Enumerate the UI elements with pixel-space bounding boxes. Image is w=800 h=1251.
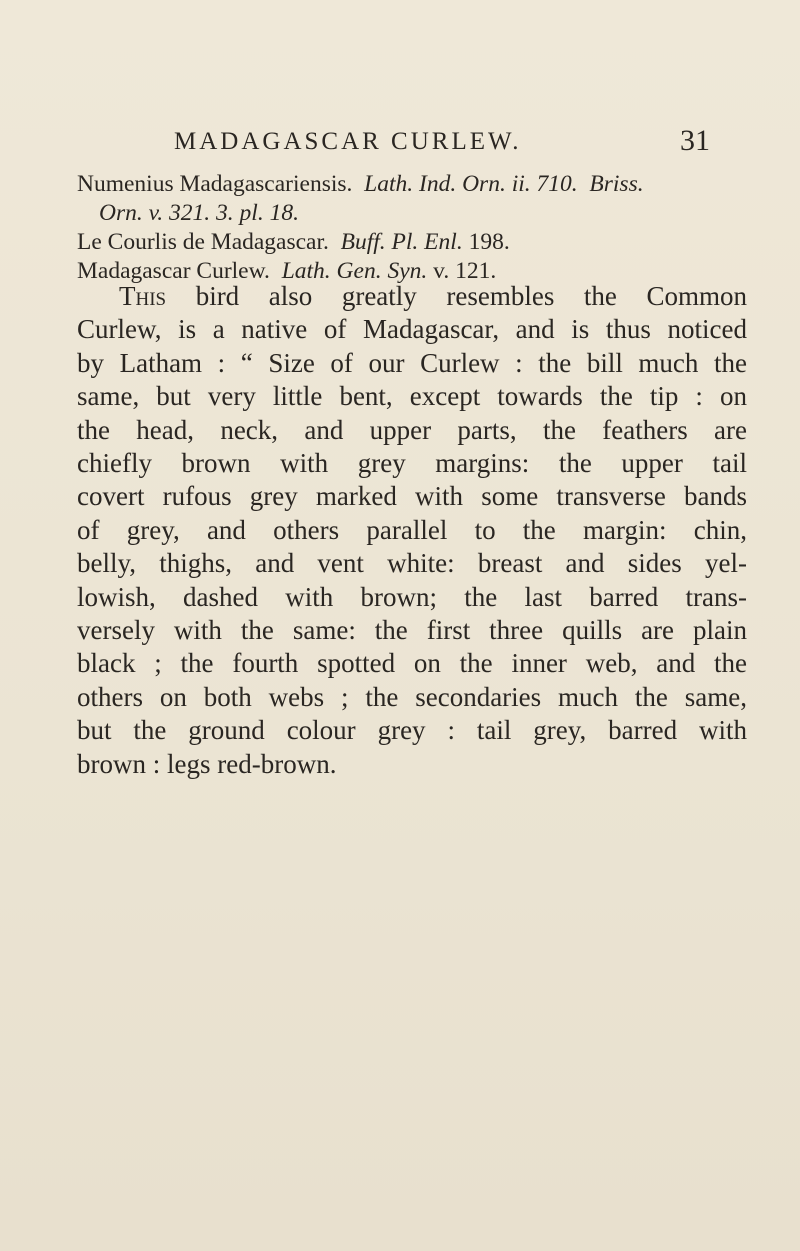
body-line: belly, thighs, and vent white: breast and sides yel- <box>77 548 747 579</box>
reference-buffon-plate: 198. <box>468 229 510 255</box>
description-paragraph <box>77 280 747 781</box>
body-line: Curlew, is a native of Madagascar, and is thus noticed <box>77 314 747 345</box>
body-line: others on both webs ; the secondaries much the same, <box>77 681 747 712</box>
running-title: MADAGASCAR CURLEW. <box>174 128 522 155</box>
french-name: Le Courlis de Madagascar. <box>77 229 329 255</box>
reference-buffon: Buff. Pl. Enl. <box>340 229 463 255</box>
synonymy-line-2 <box>77 199 757 228</box>
body-line: brown : legs red-brown. <box>77 748 337 779</box>
reference-latham-synopsis-page: v. 121. <box>433 258 497 284</box>
body-line: black ; the fourth spotted on the inner web, and the <box>77 648 747 679</box>
english-name: Madagascar Curlew. <box>77 258 270 284</box>
running-head <box>60 124 740 160</box>
body-line: chiefly brown with grey margins: the upper tail <box>77 448 747 479</box>
scientific-name: Numenius Madagascariensis. <box>77 171 353 197</box>
body-line: of grey, and others parallel to the margin: chin, <box>77 514 747 545</box>
synonymy-line-3 <box>77 228 757 257</box>
body-line: the head, neck, and upper parts, the feathers are <box>77 414 747 445</box>
reference-brisson-detail: Orn. v. 321. 3. pl. 18. <box>99 200 299 226</box>
reference-latham-index: Lath. Ind. Orn. <box>364 171 506 197</box>
body-line: versely with the same: the first three quills are plain <box>77 615 747 646</box>
synonymy-line-1 <box>77 170 757 199</box>
body-line-text: bird also greatly resembles the Common <box>166 281 747 311</box>
body-line: by Latham : “ Size of our Curlew : the bill much the <box>77 347 747 378</box>
opening-word: This <box>119 281 167 311</box>
body-line: covert rufous grey marked with some transverse bands <box>77 481 747 512</box>
page-number: 31 <box>680 124 710 157</box>
body-line: but the ground colour grey : tail grey, barred with <box>77 715 747 746</box>
body-line <box>77 280 747 313</box>
synonymy-block <box>77 170 757 286</box>
reference-latham-volume: ii. 710. <box>511 171 578 197</box>
body-line: lowish, dashed with brown; the last barred trans- <box>77 581 747 612</box>
reference-brisson: Briss. <box>589 171 644 197</box>
reference-latham-synopsis: Lath. Gen. Syn. <box>281 258 428 284</box>
body-line: same, but very little bent, except towards the tip : on <box>77 381 747 412</box>
